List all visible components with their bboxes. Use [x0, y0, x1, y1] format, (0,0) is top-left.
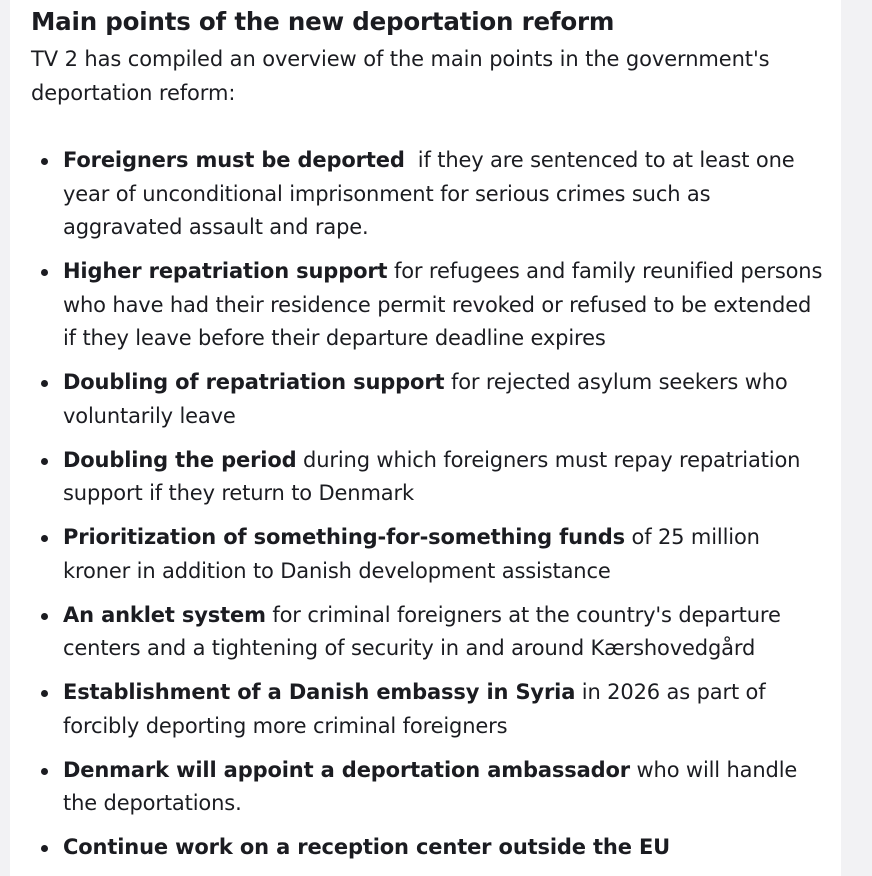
bullet-icon [41, 158, 48, 165]
list-item [31, 754, 823, 821]
bullet-icon [41, 690, 48, 697]
bullet-icon [41, 458, 48, 465]
bullet-icon [41, 380, 48, 387]
point-lead: Foreigners must be deported [63, 148, 405, 172]
bullet-icon [41, 845, 48, 852]
point-text: who will handle the deportations. [63, 757, 798, 815]
point-text: of 25 million kroner in addition to Danish development assistance [63, 525, 760, 583]
point-text: for refugees and family reunified persons who have had their residence permit revoked or refused to be extended if they leave before their departure deadline expires [63, 259, 823, 350]
article-title: Main points of the new deportation reform [31, 7, 615, 36]
bullet-icon [41, 535, 48, 542]
list-item [31, 255, 823, 356]
article-intro: TV 2 has compiled an overview of the main points in the government's deportation reform: [31, 47, 770, 105]
article-card [10, 0, 841, 876]
list-item [31, 831, 823, 865]
point-lead: Establishment of a Danish embassy in Syria [63, 680, 576, 704]
list-item [31, 676, 823, 743]
point-lead: Higher repatriation support [63, 259, 388, 283]
point-lead: An anklet system [63, 602, 266, 627]
bullet-icon [41, 613, 48, 620]
list-item [31, 521, 823, 588]
point-lead: Prioritization of something-for-something funds [63, 525, 625, 549]
point-lead: Denmark will appoint a deportation ambassador [63, 757, 630, 782]
main-points-list [31, 144, 841, 865]
point-text: for criminal foreigners at the country's departure centers and a tightening of security in and around Kærshovedgård [63, 602, 781, 660]
bullet-icon [41, 768, 48, 775]
point-text: if they are sentenced to at least one year of unconditional imprisonment for serious crimes such as aggravated assault and rape. [63, 148, 802, 239]
list-item [31, 599, 823, 666]
list-item [31, 366, 823, 433]
bullet-icon [41, 269, 48, 276]
point-text: in 2026 as part of forcibly deporting more criminal foreigners [63, 680, 766, 738]
list-item [31, 444, 823, 511]
point-lead: Doubling of repatriation support [63, 370, 445, 394]
point-text: for rejected asylum seekers who voluntarily leave [63, 370, 788, 428]
point-lead: Continue work on a reception center outside the EU [63, 835, 671, 859]
list-item [31, 144, 823, 245]
point-text: during which foreigners must repay repatriation support if they return to Denmark [63, 447, 801, 505]
point-lead: Doubling the period [63, 447, 297, 472]
